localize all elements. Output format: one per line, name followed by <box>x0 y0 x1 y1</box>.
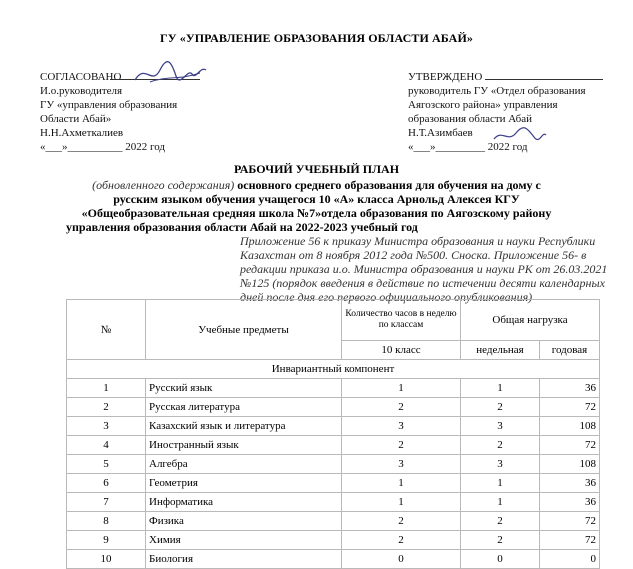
table-row <box>67 531 600 550</box>
row-number: 10 <box>67 550 146 569</box>
header-num: № <box>67 300 146 360</box>
row-subject: Информатика <box>146 493 342 512</box>
table-row <box>67 512 600 531</box>
row-grade-hours: 0 <box>342 550 461 569</box>
approval-left-heading: СОГЛАСОВАНО <box>40 71 122 83</box>
row-weekly: 2 <box>461 531 540 550</box>
row-annual: 36 <box>540 379 600 398</box>
plan-note: Приложение 56 к приказу Министра образования и науки Республики Казахстан от 8 ноября 2012 года №500. Сноска. Приложение 56- в редакции приказа и.о. Министра образования и науки РК от 26.03.2021 №125 (порядок введения в действие по истечении десяти календарных дней после дня его первого официального опубликования) <box>240 234 608 304</box>
row-annual: 72 <box>540 436 600 455</box>
row-grade-hours: 1 <box>342 474 461 493</box>
row-weekly: 2 <box>461 436 540 455</box>
row-grade-hours: 1 <box>342 493 461 512</box>
approval-left-line: И.о.руководителя <box>40 85 123 97</box>
row-subject: Биология <box>146 550 342 569</box>
header-grade: 10 класс <box>342 341 461 360</box>
row-number: 3 <box>67 417 146 436</box>
curriculum-table <box>66 299 600 569</box>
row-number: 4 <box>67 436 146 455</box>
approval-left-line: Области Абай» <box>40 113 112 125</box>
row-grade-hours: 2 <box>342 436 461 455</box>
header-weekly: недельная <box>461 341 540 360</box>
plan-subtitle-line1 <box>0 178 633 193</box>
row-annual: 108 <box>540 455 600 474</box>
row-number: 9 <box>67 531 146 550</box>
approval-right-line: «___»_________ 2022 год <box>408 141 528 153</box>
organization-header: ГУ «УПРАВЛЕНИЕ ОБРАЗОВАНИЯ ОБЛАСТИ АБАЙ» <box>160 31 473 45</box>
row-subject: Физика <box>146 512 342 531</box>
row-number: 2 <box>67 398 146 417</box>
plan-subtitle-line4: управления образования области Абай на 2022-2023 учебный год <box>66 220 418 234</box>
row-subject: Химия <box>146 531 342 550</box>
table-row <box>67 417 600 436</box>
row-grade-hours: 2 <box>342 512 461 531</box>
row-weekly: 0 <box>461 550 540 569</box>
section-row: Инвариантный компонент <box>67 360 600 379</box>
header-load: Общая нагрузка <box>461 300 600 341</box>
row-weekly: 1 <box>461 474 540 493</box>
row-annual: 72 <box>540 531 600 550</box>
row-grade-hours: 1 <box>342 379 461 398</box>
table-row <box>67 550 600 569</box>
table-row <box>67 398 600 417</box>
row-subject: Русский язык <box>146 379 342 398</box>
table-row <box>67 474 600 493</box>
approval-right-heading: УТВЕРЖДЕНО <box>408 71 483 83</box>
plan-subtitle-rest: основного среднего образования для обучения на дому с <box>234 178 541 192</box>
approval-left-line: «___»__________ 2022 год <box>40 141 166 153</box>
row-grade-hours: 3 <box>342 417 461 436</box>
signature-right <box>490 125 550 147</box>
row-number: 7 <box>67 493 146 512</box>
row-subject: Геометрия <box>146 474 342 493</box>
row-number: 6 <box>67 474 146 493</box>
approval-right-line: Аягозского района» управления <box>408 99 558 111</box>
row-subject: Казахский язык и литература <box>146 417 342 436</box>
table-row <box>67 455 600 474</box>
row-annual: 36 <box>540 474 600 493</box>
row-grade-hours: 3 <box>342 455 461 474</box>
row-number: 1 <box>67 379 146 398</box>
row-annual: 0 <box>540 550 600 569</box>
approval-left-line: Н.Н.Ахметкалиев <box>40 127 124 139</box>
row-subject: Алгебра <box>146 455 342 474</box>
row-weekly: 3 <box>461 417 540 436</box>
row-weekly: 3 <box>461 455 540 474</box>
row-weekly: 1 <box>461 379 540 398</box>
header-annual: годовая <box>540 341 600 360</box>
row-annual: 72 <box>540 512 600 531</box>
approval-right-line: Н.Т.Азимбаев <box>408 127 473 139</box>
approval-right-line: образования области Абай <box>408 113 533 125</box>
signature-left <box>130 58 210 88</box>
row-annual: 108 <box>540 417 600 436</box>
row-annual: 72 <box>540 398 600 417</box>
approval-left-line: ГУ «управления образования <box>40 99 178 111</box>
row-grade-hours: 2 <box>342 398 461 417</box>
plan-subtitle-italic: (обновленного содержания) <box>92 178 235 192</box>
plan-subtitle-line2: русским языком обучения учащегося 10 «А» класса Арнольд Алексея КГУ <box>113 192 520 206</box>
plan-title: РАБОЧИЙ УЧЕБНЫЙ ПЛАН <box>233 162 400 176</box>
row-subject: Иностранный язык <box>146 436 342 455</box>
row-weekly: 2 <box>461 512 540 531</box>
row-weekly: 2 <box>461 398 540 417</box>
row-annual: 36 <box>540 493 600 512</box>
row-grade-hours: 2 <box>342 531 461 550</box>
header-subject: Учебные предметы <box>146 300 342 360</box>
table-row <box>67 379 600 398</box>
signature-line-right <box>485 79 603 80</box>
plan-subtitle-line3: «Общеобразовательная средняя школа №7»отдела образования по Аягозскому району <box>81 206 552 220</box>
header-hours: Количество часов в неделю по классам <box>342 300 461 341</box>
approval-right-line: руководитель ГУ «Отдел образования <box>408 85 586 97</box>
row-number: 8 <box>67 512 146 531</box>
row-number: 5 <box>67 455 146 474</box>
row-subject: Русская литература <box>146 398 342 417</box>
row-weekly: 1 <box>461 493 540 512</box>
table-row <box>67 436 600 455</box>
table-row <box>67 493 600 512</box>
